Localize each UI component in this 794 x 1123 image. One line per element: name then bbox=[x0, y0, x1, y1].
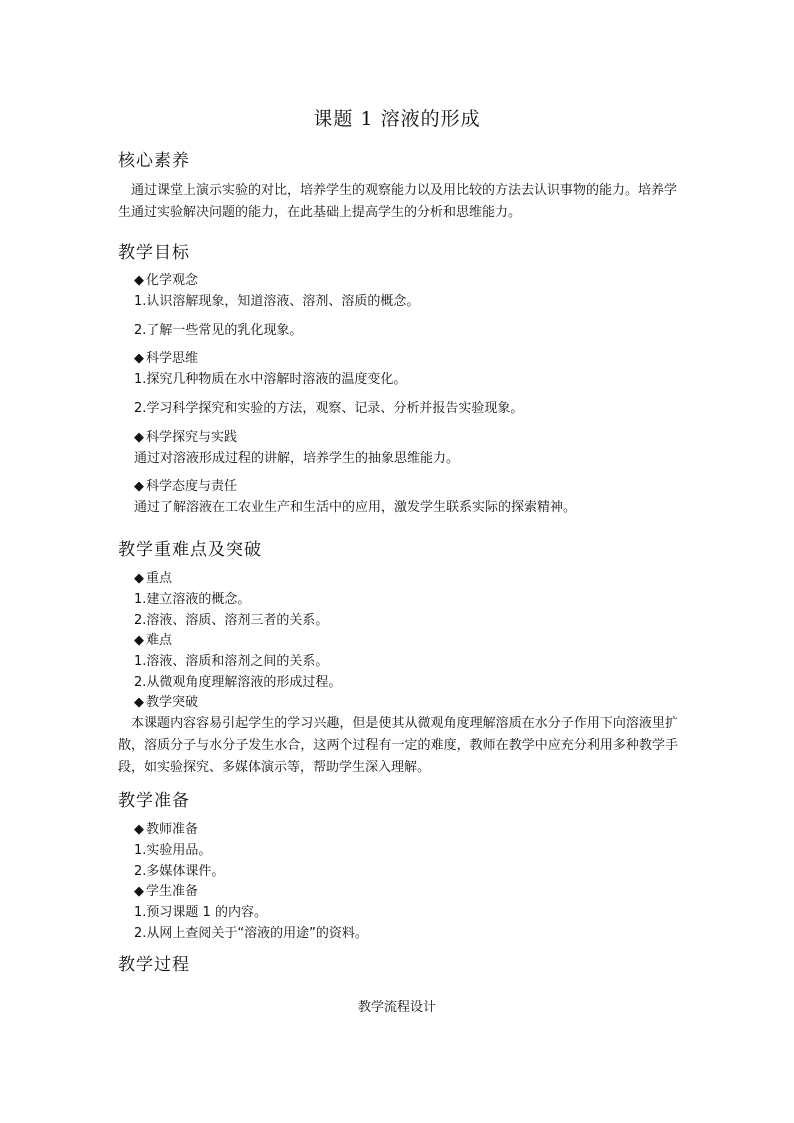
breakthrough-paragraph: 本课题内容容易引起学生的学习兴趣，但是使其从微观角度理解溶质在水分子作用下向溶液里扩散，溶质分子与水分子发生水合，这两个过程有一定的难度，教师在教学中应充分利用多种教学手段，如实验探究、多媒体演示等，帮助学生深入理解。 bbox=[118, 716, 678, 775]
flow-design-caption: 教学流程设计 bbox=[357, 1000, 436, 1015]
heading-teaching-goals: 教学目标 bbox=[118, 243, 190, 263]
focus-item: 1.建立溶液的概念。 bbox=[134, 592, 251, 607]
prep-item: 2.多媒体课件。 bbox=[134, 864, 225, 879]
page-title: 课题 1 溶液的形成 bbox=[313, 108, 481, 130]
goal-item: 2.学习科学探究和实验的方法，观察、记录、分析并报告实验现象。 bbox=[134, 401, 524, 416]
subheading-sci-attitude: ◆ 科学态度与责任 bbox=[134, 477, 237, 497]
difficulty-item: 1.溶液、溶质和溶剂之间的关系。 bbox=[134, 654, 329, 669]
prep-item: 2.从网上查阅关于“溶液的用途”的资料。 bbox=[134, 926, 368, 941]
goal-item: 1.认识溶解现象，知道溶液、溶剂、溶质的概念。 bbox=[134, 294, 420, 309]
subheading-difficulty: ◆ 难点 bbox=[134, 631, 172, 651]
difficulty-item: 2.从微观角度理解溶液的形成过程。 bbox=[134, 675, 342, 690]
subheading-teacher-prep: ◆ 教师准备 bbox=[134, 820, 198, 840]
heading-teaching-prep: 教学准备 bbox=[118, 791, 190, 811]
subheading-focus: ◆ 重点 bbox=[134, 569, 172, 589]
subheading-sci-inquiry: ◆ 科学探究与实践 bbox=[134, 428, 237, 448]
goal-item: 1.探究几种物质在水中溶解时溶液的温度变化。 bbox=[134, 372, 407, 387]
subheading-student-prep: ◆ 学生准备 bbox=[134, 882, 198, 902]
core-literacy-paragraph: 通过课堂上演示实验的对比，培养学生的观察能力以及用比较的方法去认识事物的能力。培养学生通过实验解决问题的能力，在此基础上提高学生的分析和思维能力。 bbox=[118, 183, 678, 220]
focus-item: 2.溶液、溶质、溶剂三者的关系。 bbox=[134, 613, 329, 628]
prep-item: 1.实验用品。 bbox=[134, 843, 212, 858]
heading-core-literacy: 核心素养 bbox=[118, 151, 190, 171]
goal-text: 通过对溶液形成过程的讲解，培养学生的抽象思维能力。 bbox=[134, 451, 460, 466]
heading-key-difficult-points: 教学重难点及突破 bbox=[118, 540, 262, 560]
goal-item: 2.了解一些常见的乳化现象。 bbox=[134, 323, 303, 338]
prep-item: 1.预习课题 1 的内容。 bbox=[134, 905, 267, 920]
subheading-sci-thinking: ◆ 科学思维 bbox=[134, 349, 198, 369]
subheading-chem-concept: ◆ 化学观念 bbox=[134, 271, 198, 291]
goal-text: 通过了解溶液在工农业生产和生活中的应用，激发学生联系实际的探索精神。 bbox=[134, 500, 577, 515]
heading-teaching-process: 教学过程 bbox=[118, 955, 190, 975]
subheading-breakthrough: ◆ 教学突破 bbox=[134, 693, 198, 713]
